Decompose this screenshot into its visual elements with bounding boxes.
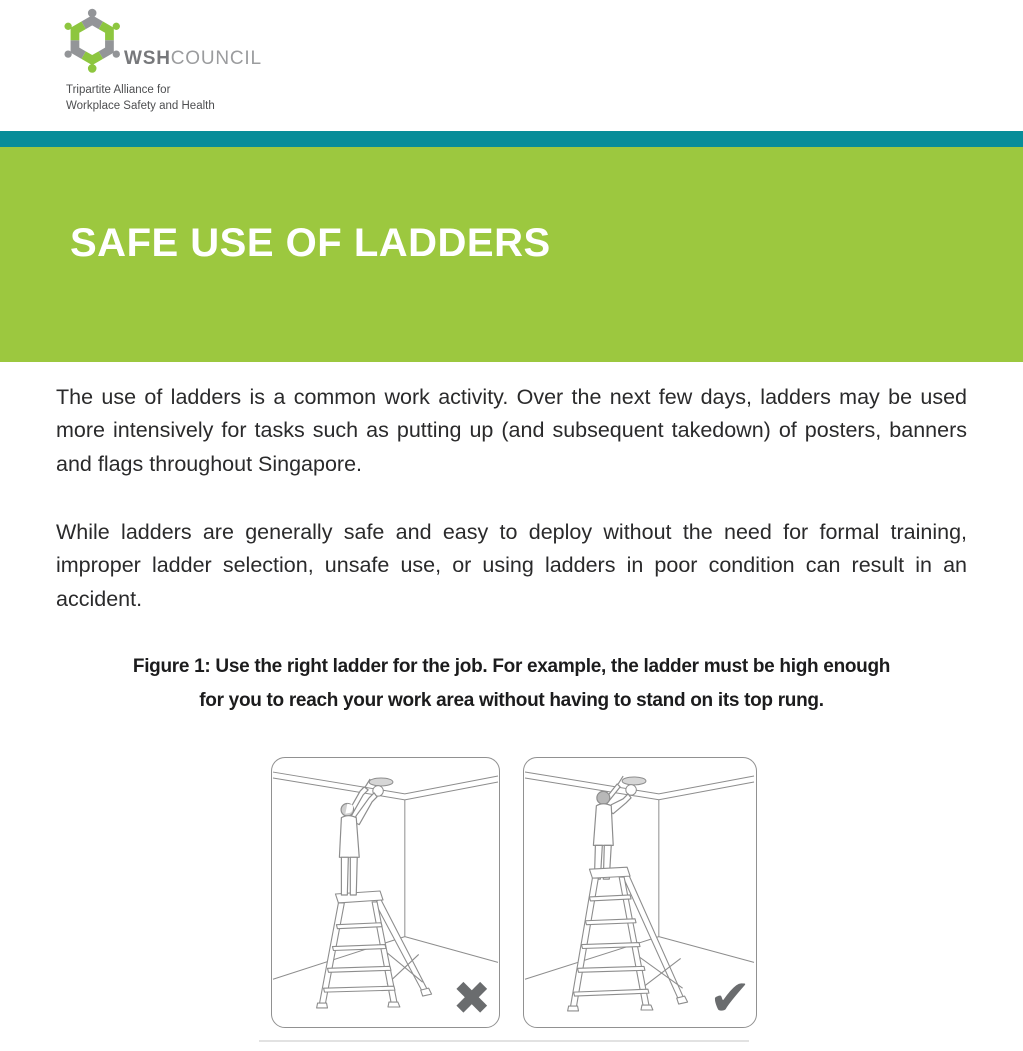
- tagline-line2: Workplace Safety and Health: [66, 99, 215, 112]
- teal-divider-bar: [0, 131, 1023, 147]
- figure-caption-line2: for you to reach your work area without having to stand on its top rung.: [199, 689, 824, 711]
- intro-paragraph: The use of ladders is a common work activity. Over the next few days, ladders may be used more intensively for tasks such as putting up (and subsequent takedown) of posters, banners and flags throughout Singapore.: [56, 385, 967, 476]
- page-title: SAFE USE OF LADDERS: [70, 221, 551, 265]
- wsh-council-logo: [62, 8, 262, 114]
- tagline-line1: Tripartite Alliance for: [66, 84, 171, 96]
- figure-caption-line1: Figure 1: Use the right ladder for the job. For example, the ladder must be high enough: [132, 656, 891, 677]
- brand-council: COUNCIL: [170, 48, 262, 69]
- page-bottom-divider: [259, 1040, 749, 1042]
- brand-wsh: WSH: [124, 48, 171, 69]
- logo-row: [62, 8, 262, 74]
- risk-paragraph: While ladders are generally safe and easy to deploy without the need for formal training, improper ladder selection, unsafe use, or using ladders in poor condition can result in an accident.: [56, 520, 967, 611]
- check-icon: ✔: [709, 969, 751, 1027]
- cross-icon: ✖: [452, 971, 491, 1025]
- wsh-hexagon-logo-icon: [62, 8, 124, 74]
- brand-name: [124, 49, 262, 68]
- panel-correct-ladder: [523, 757, 757, 1028]
- figure-caption: [0, 650, 1023, 717]
- hero-banner: [0, 147, 1023, 362]
- panel-wrong-ladder: [271, 757, 500, 1028]
- logo-tagline: [66, 83, 262, 114]
- figure-1-illustrations: [271, 757, 757, 1028]
